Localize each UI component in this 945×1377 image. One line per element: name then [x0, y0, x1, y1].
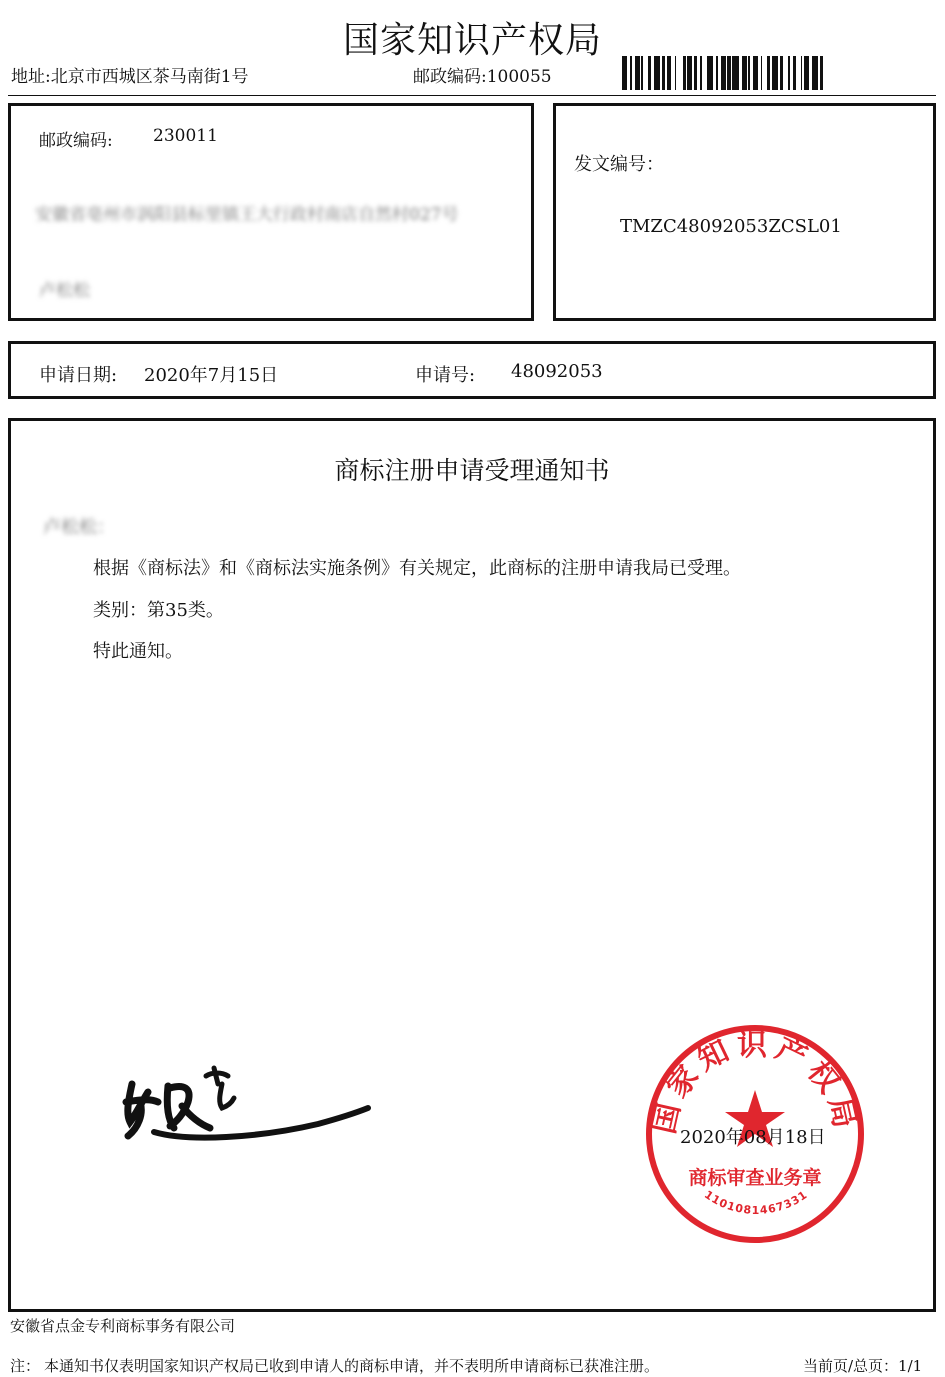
office-address: 地址:北京市西城区茶马南街1号	[11, 67, 249, 87]
svg-text:1101081467331	[702, 1188, 810, 1217]
application-date: 2020年7月15日	[144, 365, 279, 386]
notice-title: 商标注册申请受理通知书	[334, 456, 610, 485]
application-box	[8, 341, 936, 399]
recipient-address: 安徽省亳州市涡阳县标里镇王大行政村南店自然村027号	[35, 205, 459, 225]
seal-org: 国家知识产权局	[646, 1028, 864, 1138]
seal-code: 1101081467331	[701, 1187, 811, 1217]
signature-icon	[118, 1062, 376, 1152]
application-number-label: 申请号:	[415, 365, 476, 386]
recipient-postcode: 230011	[153, 126, 218, 146]
application-date-label: 申请日期:	[39, 365, 118, 386]
doc-number-label: 发文编号：	[574, 154, 664, 175]
doc-number: TMZC48092053ZCSL01	[620, 216, 842, 237]
recipient-name: 卢松松	[39, 281, 90, 301]
office-postcode: 邮政编码:100055	[413, 67, 552, 87]
footer-note-label: 注：	[10, 1357, 41, 1375]
footer-note: 本通知书仅表明国家知识产权局已收到申请人的商标申请，并不表明所申请商标已获准注册。	[44, 1357, 660, 1375]
header-divider	[8, 95, 936, 96]
notice-body: 根据《商标法》和《商标法实施条例》有关规定，此商标的注册申请我局已受理。	[93, 558, 741, 579]
application-number: 48092053	[511, 361, 603, 382]
barcode-icon	[622, 56, 932, 90]
notice-salutation: 卢松松：	[43, 517, 115, 538]
notice-category: 类别：第35类。	[93, 600, 224, 621]
notice-date: 2020年08月18日	[680, 1127, 826, 1148]
page-title: 国家知识产权局	[342, 20, 602, 61]
recipient-postcode-label: 邮政编码:	[39, 131, 113, 151]
recipient-box	[8, 103, 534, 321]
seal-dept: 商标审查业务章	[688, 1167, 822, 1189]
notice-closing: 特此通知。	[93, 641, 183, 662]
agency-name: 安徽省点金专利商标事务有限公司	[10, 1317, 236, 1335]
page-indicator: 当前页/总页：1/1	[803, 1357, 923, 1375]
doc-number-box	[553, 103, 936, 321]
